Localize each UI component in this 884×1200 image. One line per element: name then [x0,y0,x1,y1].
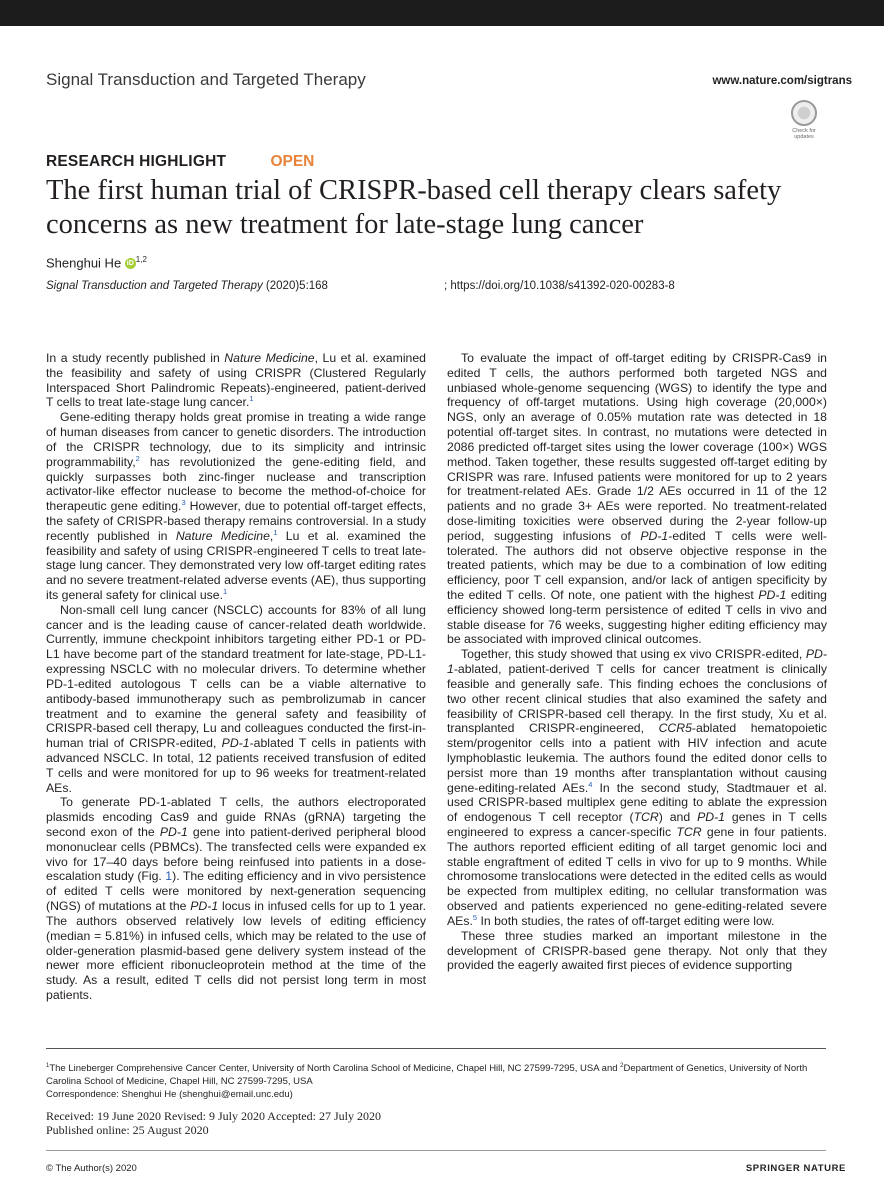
journal-name[interactable]: Signal Transduction and Targeted Therapy [46,70,366,89]
article-type: RESEARCH HIGHLIGHT [46,153,227,170]
paragraph: To evaluate the impact of off-target editing by CRISPR-Cas9 in edited T cells, the authors performed both targeted NGS and unbiased whole-genome sequencing (WGS) to identify the type and frequency of off-target mutations. Using high coverage (20,000×) NGS, only an average of 0.05% mutation rate was detected in 18 potential off-target sites. In contrast, no mutations were detected in 2086 predicted off-target sites using the lower coverage (100×) WGS method. Taken together, these results suggested off-target editing by CRISPR was rare. Infused patients were monitored for up to 2 years for treatment-related AEs. Grade 1/2 AEs occurred in 11 of the 12 patients and no grade 3+ AEs were reported. No treatment-related dose-limiting toxicities were observed during the 2-year follow-up period, suggesting infusions of PD-1-edited T cells were well-tolerated. The authors did not observe objective response in the treated patients, which may be due to a combination of low editing efficiency, poor T cell expansion, and/or lack of antigen specificity by the edited T cells. Of note, one patient with the highest PD-1 editing efficiency showed long-term persistence of edited T cells in vivo and stable disease for 76 weeks, suggesting higher editing efficiency may be associated with improved clinical outcomes. [447,351,827,647]
paragraph: To generate PD-1-ablated T cells, the authors electroporated plasmids encoding Cas9 and guide RNAs (gRNA) targeting the second exon of the PD-1 gene into patient-derived peripheral blood mononuclear cells (PBMCs). The transfected cells were expanded ex vivo for 17–40 days before being reinfused into patients in a dose-escalation study (Fig. 1). The editing efficiency and in vivo persistence of edited T cells were monitored by next-generation sequencing (NGS) of mutations at the PD-1 locus in infused cells for up to 1 year. The authors observed relatively low levels of editing efficiency (median = 5.81%) in infused cells, which may be related to the use of older-generation plasmid-based gene delivery system instead of the newer more efficient ribonucleoprotein method at the time of the study. As a result, edited T cells did not persist long term in most patients. [46,795,427,1002]
affiliations: $^1$The Lineberger Comprehensive Cancer Center, University of North Carolina School of Medicine, Chapel Hill, NC 27599-7295, USA and $^2$Department of Genetics, University of North Carolina School of Medicine, Chapel Hill, NC 27599-7295, USA [46,1063,808,1088]
reference-link[interactable]: 3 [181,498,186,508]
author-line [46,255,147,270]
citation-journal: Signal Transduction and Targeted Therapy [46,280,263,292]
article-type-row [46,153,314,171]
citation-volume: (2020)5:168 [262,280,328,292]
reference-link[interactable]: 5 [472,912,478,922]
correspondence: Correspondence: Shenghui He (shenghui@email.unc.edu) [46,1089,293,1101]
published-date: Published online: 25 August 2020 [46,1123,209,1137]
paragraph: In a study recently published in Nature Medicine, Lu et al. examined the feasibility and safety of using CRISPR (Clustered Regularly Interspaced Short Palindromic Repeats)-engineered, patient-derived T cells to treat late-stage lung cancer.$^1$ [46,351,426,410]
check-updates-icon [791,100,817,126]
paragraph: Non-small cell lung cancer (NSCLC) accounts for 83% of all lung cancer and is the leading cause of cancer-related death worldwide. Currently, immune checkpoint inhibitors targeting either PD-1 or PD-L1 have become part of the standard treatment for late-stage, PD-L1-expressing NSCLC with no molecular drivers. To determine whether PD-1-edited autologous T cells can be a viable alternative to antibody-based immunotherapy such as pembrolizumab in cancer treatment and to examine the general safety and feasibility of CRISPR-based cell therapy, Lu and colleagues conducted the first-in-human trial of CRISPR-edited, PD-1-ablated T cells in patients with advanced NSCLC. In total, 12 patients received transfusion of edited T cells and were monitored for up to 96 weeks for treatment-related AEs. [46,602,426,795]
copyright: © The Author(s) 2020 [46,1163,137,1174]
check-for-updates-badge[interactable] [786,100,822,148]
article-dates [46,1109,381,1137]
reference-link[interactable]: 2 [135,453,140,463]
received-dates: Received: 19 June 2020 Revised: 9 July 2020 Accepted: 27 July 2020 [46,1109,381,1123]
article-title: The first human trial of CRISPR-based cell therapy clears safety concerns as new treatment for late-stage lung cancer [46,175,782,240]
orcid-icon[interactable]: iD [126,260,134,268]
left-column [46,351,426,1003]
right-column [447,351,827,973]
figure-link[interactable]: 1 [165,869,173,884]
citation-line [46,280,328,292]
open-access-label: OPEN [270,153,315,170]
publisher-logo[interactable]: SPRINGER NATURE [745,1163,846,1174]
check-updates-label: Check for updates [792,128,816,140]
paragraph: Together, this study showed that using ex vivo CRISPR-edited, PD-1-ablated, patient-derived T cells for cancer treatment is clinically feasible and generally safe. This finding echoes the conclusions of two other recent clinical studies that also examined the safety and feasibility of CRISPR-based cell therapy. In the first study, Xu et al. transplanted CRISPR-engineered, CCR5-ablated hematopoietic stem/progenitor cells into a patient with HIV infection and acute lymphoblastic leukemia. The authors found the edited donor cells to persist more than 19 months after transplantation without causing gene-editing-related AEs.$^4$ In the second study, Stadtmauer et al. used CRISPR-based multiplex gene editing to ablate the expression of endogenous T cell receptor (TCR) and PD-1 genes in T cells engineered to express a cancer-specific TCR gene in four patients. The authors reported efficient editing of all target genomic loci and stable engraftment of edited T cells in vivo for up to 9 months. While chromosome translocations were detected in the edited cells as would be expected from multiplex editing, no cellular transformation was observed and patients experienced no gene-editing-related severe AEs.$^5$ In both studies, the rates of off-target editing were low. [447,647,828,928]
paragraph: These three studies marked an important milestone in the development of CRISPR-based gene therapy. Not only that they provided the eagerly awaited first pieces of evidence supporting [447,928,827,973]
reference-link[interactable]: 4 [588,779,593,789]
footnotes [46,1060,836,1101]
footer-divider [46,1150,826,1151]
doi-link[interactable]: ; https://doi.org/10.1038/s41392-020-00283-8 [444,280,675,292]
footnote-divider [46,1048,826,1049]
reference-link[interactable]: 1 [223,586,228,596]
paragraph: Gene-editing therapy holds great promise in treating a wide range of human diseases from cancer to genetic disorders. The introduction of the CRISPR technology, due to its simplicity and intrinsic programmability,$^2$ has revolutionized the gene-editing field, and quickly surpasses both zinc-finger nuclease and transcription activator-like effector nuclease to become the method-of-choice for therapeutic gene editing.$^3$ However, due to potential off-target effects, the safety of CRISPR-based therapy remains controversial. In a study recently published in Nature Medicine,$^1$ Lu et al. examined the feasibility and safety of using CRISPR-engineered T cells to treat late-stage lung cancer. They demonstrated very low off-target editing rates and no severe treatment-related adverse events (AE), thus supporting its general safety for clinical use.$^1$ [46,410,426,602]
author-name[interactable]: Shenghui He [46,255,122,271]
journal-url[interactable]: www.nature.com/sigtrans [712,75,852,87]
reference-link[interactable]: 1 [249,394,254,404]
reference-link[interactable]: 1 [273,527,278,537]
top-bar [0,0,884,26]
author-affiliations: 1,2 [135,255,147,264]
